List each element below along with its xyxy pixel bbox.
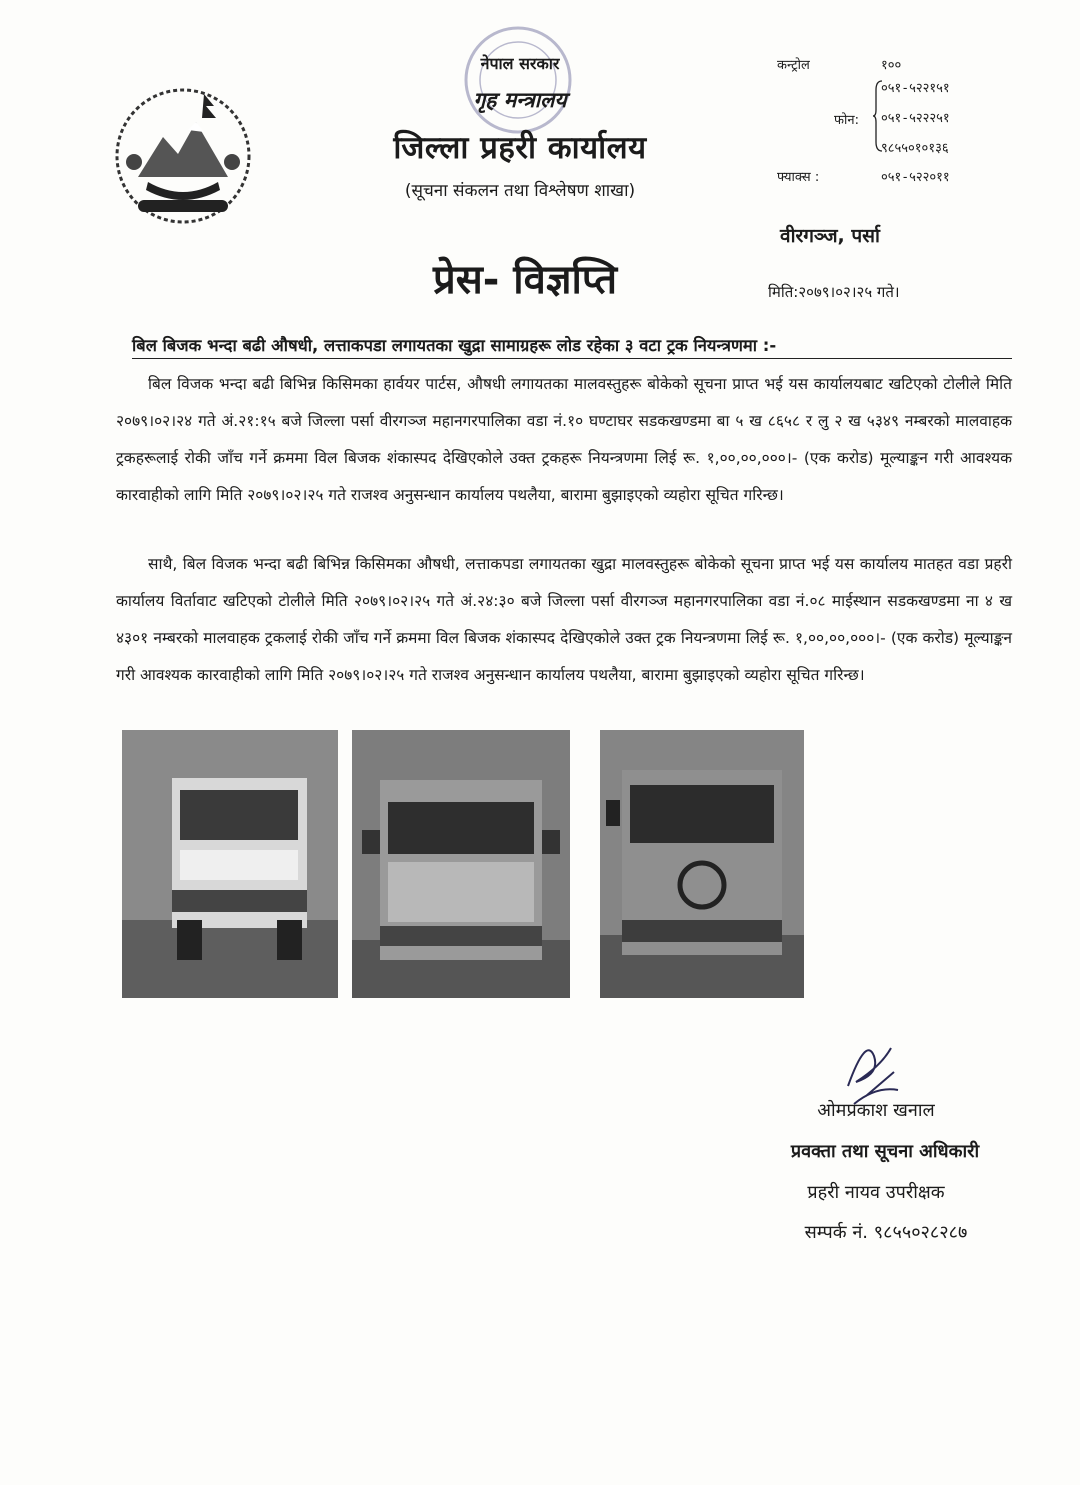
signatory-title: प्रवक्ता तथा सूचना अधिकारी	[790, 1141, 980, 1162]
signatory-contact: सम्पर्क नं. ९८५५०२८२८७	[804, 1222, 968, 1243]
phone-number-3: ९८५५०१०१३६	[881, 141, 949, 156]
nepal-emblem-icon	[108, 82, 258, 228]
phone-number-2: ०५१-५२२२५१	[881, 111, 950, 126]
signatory-name: ओमप्रकाश खनाल	[817, 1100, 935, 1121]
signature-image	[836, 1026, 906, 1108]
fax-number: ०५१-५२२०११	[881, 170, 950, 185]
branch-name: (सूचना संकलन तथा विश्लेषण शाखा)	[404, 181, 636, 201]
signatory-rank: प्रहरी नायव उपरीक्षक	[807, 1182, 945, 1203]
subject-heading: बिल बिजक भन्दा बढी औषधी, लत्ताकपडा लगायतका खुद्रा सामाग्रहरू लोड रहेका ३ वटा ट्रक नियन्त्रणमा :-	[132, 333, 1012, 359]
release-date: मिति:२०७९।०२।२५ गते।	[768, 283, 900, 301]
truck-photo-2	[352, 730, 570, 998]
control-number: १००	[881, 58, 902, 73]
control-label: कन्ट्रोल	[777, 58, 810, 73]
office-seal-stamp	[458, 20, 578, 140]
government-label: नेपाल सरकार	[480, 54, 560, 73]
location: वीरगञ्ज, पर्सा	[780, 225, 880, 247]
truck-photo-1	[122, 730, 338, 998]
truck-photo-3	[600, 730, 804, 998]
body-paragraph-2: साथै, बिल विजक भन्दा बढी बिभिन्न किसिमका औषधी, लत्ताकपडा लगायतका खुद्रा मालवस्तुहरू बोकेको सूचना प्राप्त भई यस कार्यालय मातहत वडा प्रहरी कार्यालय विर्तावाट खटिएको टोलीले मिति २०७९।०२।२५ गते अं.२४:३० बजे जिल्ला पर्सा वीरगञ्ज महानगरपालिका वडा नं.०८ माईस्थान सडकखण्डमा ना ४ ख ४३०१ नम्बरको मालवाहक ट्रकलाई रोकी जाँच गर्ने क्रममा विल बिजक शंकास्पद देखिएकोले उक्त ट्रक नियन्त्रणमा लिई रू. १,००,००,०००।- (एक करोड) मूल्याङ्कन गरी आवश्यक कारवाहीको लागि मिति २०७९।०२।२५ गते राजश्व अनुसन्धान कार्यालय पथलैया, बारामा बुझाइएको व्यहोरा सूचित गरिन्छ।	[116, 555, 1012, 684]
ministry-name: गृह मन्त्रालय	[473, 88, 567, 112]
body-paragraph-1: बिल विजक भन्दा बढी बिभिन्न किसिमका हार्वयर पार्टस, औषधी लगायतका मालवस्तुहरू बोकेको सूचना प्राप्त भई यस कार्यालयबाट खटिएको टोलीले मिति २०७९।०२।२४ गते अं.२१:१५ बजे जिल्ला पर्सा वीरगञ्ज महानगरपालिका वडा नं.१० घण्टाघर सडकखण्डमा बा ५ ख ८६५८ र लु २ ख ५३४९ नम्बरको मालवाहक ट्रकहरूलाई रोकी जाँच गर्ने क्रममा विल बिजक शंकास्पद देखिएकोले उक्त ट्रकहरू नियन्त्रणमा लिई रू. १,००,००,०००।- (एक करोड) मूल्याङ्कन गरी आवश्यक कारवाहीको लागि मिति २०७९।०२।२५ गते राजश्व अनुसन्धान कार्यालय पथलैया, बारामा बुझाइएको व्यहोरा सूचित गरिन्छ।	[116, 375, 1012, 504]
phone-number-1: ०५१-५२२१५१	[881, 81, 950, 96]
press-release-title: प्रेस- विज्ञप्ति	[432, 257, 618, 303]
fax-label: फ्याक्स :	[777, 170, 820, 185]
phone-label: फोन:	[834, 113, 859, 128]
office-title: जिल्ला प्रहरी कार्यालय	[393, 130, 647, 166]
